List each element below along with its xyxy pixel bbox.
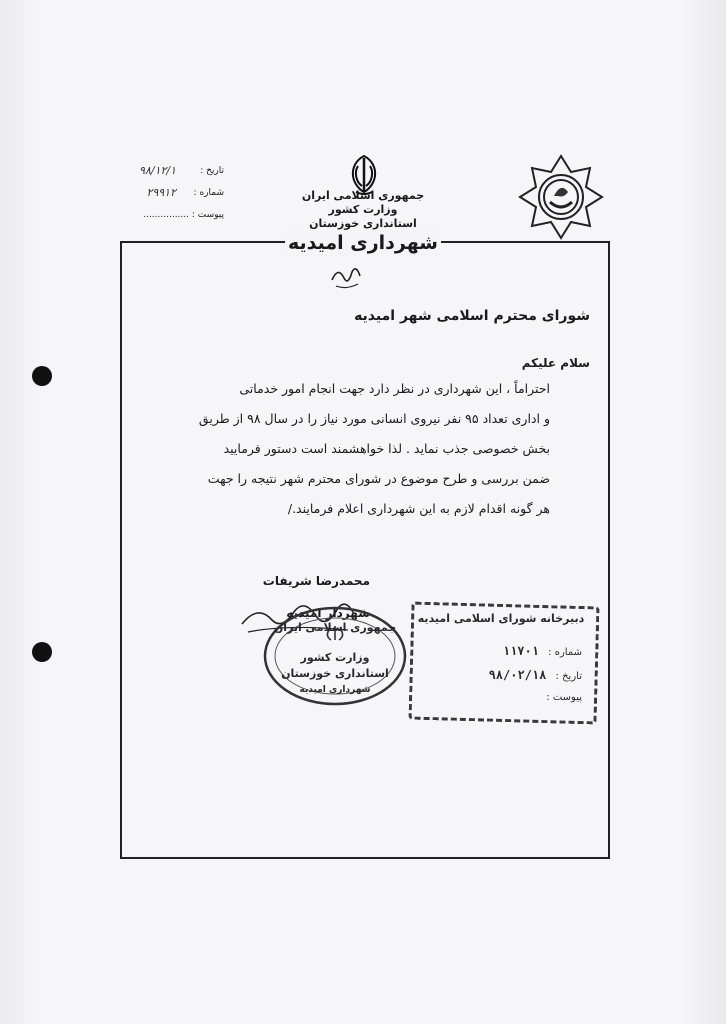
seal-line: جمهوری اسلامی ایران bbox=[273, 621, 397, 634]
seal-line: شهرداری امیدیه bbox=[299, 685, 371, 695]
letterhead-ministry: وزارت کشور bbox=[328, 203, 398, 216]
punch-hole-top bbox=[32, 366, 52, 386]
meta-date-value: ۹۸/۱۲/۱ bbox=[139, 164, 176, 177]
meta-date-label: تاریخ : bbox=[200, 166, 224, 176]
stamp-attachment-label: پیوست : bbox=[546, 692, 582, 703]
municipality-logo-icon bbox=[516, 152, 606, 242]
stamp-date-value: ۹۸/۰۲/۱۸ bbox=[488, 668, 547, 682]
letter-line: هر گونه اقدام لازم به این شهرداری اعلام فرمایند./ bbox=[287, 501, 550, 516]
letter-frame bbox=[120, 241, 610, 859]
handwritten-note-icon bbox=[326, 260, 366, 292]
meta-number-row bbox=[104, 182, 224, 204]
signer-title: شهردار امیدیه bbox=[286, 606, 370, 620]
letter-line: احتراماً ، این شهرداری در نظر دارد جهت انجام امور خدماتی bbox=[239, 381, 550, 396]
letter-line: و اداری تعداد ۹۵ نفر نیروی انسانی مورد نیاز را در سال ۹۸ از طریق bbox=[198, 411, 550, 426]
meta-number-label: شماره : bbox=[193, 188, 224, 198]
stamp-title: دبیرخانه شورای اسلامی امیدیه bbox=[417, 612, 585, 625]
stamp-number-label: شماره : bbox=[548, 647, 582, 658]
meta-date-row bbox=[104, 160, 224, 182]
letter-greeting: سلام علیکم bbox=[521, 356, 590, 370]
stamp-attachment-row bbox=[422, 692, 582, 703]
punch-hole-bottom bbox=[32, 642, 52, 662]
seal-line: وزارت کشور bbox=[300, 651, 370, 664]
stamp-date-row bbox=[422, 668, 582, 682]
letter-body bbox=[140, 374, 550, 524]
seal-text bbox=[262, 620, 408, 698]
letterhead-province: استانداری خوزستان bbox=[309, 217, 417, 230]
letter-meta bbox=[104, 160, 224, 226]
meta-number-value: ۲۹۹۱۲ bbox=[146, 186, 176, 199]
letterhead-text bbox=[270, 189, 456, 231]
meta-attachment-row bbox=[104, 204, 224, 226]
stamp-number-value: ۱۱۷۰۱ bbox=[502, 644, 539, 658]
seal-line: استانداری خوزستان bbox=[281, 667, 389, 680]
stamp-number-row bbox=[422, 644, 582, 658]
letter-line: ضمن بررسی و طرح موضوع در شورای محترم شهر نتیجه را جهت bbox=[207, 471, 550, 486]
frame-title: شهرداری امیدیه bbox=[285, 230, 441, 256]
signer-name: محمدرضا شریفات bbox=[262, 574, 370, 588]
letter-line: بخش خصوصی جذب نماید . لذا خواهشمند است دستور فرمایید bbox=[223, 441, 550, 456]
meta-attachment-label: پیوست : ................ bbox=[143, 210, 224, 220]
letter-addressee: شورای محترم اسلامی شهر امیدیه bbox=[354, 308, 590, 324]
stamp-date-label: تاریخ : bbox=[555, 671, 582, 682]
letterhead-country: جمهوری اسلامی ایران bbox=[301, 189, 425, 202]
